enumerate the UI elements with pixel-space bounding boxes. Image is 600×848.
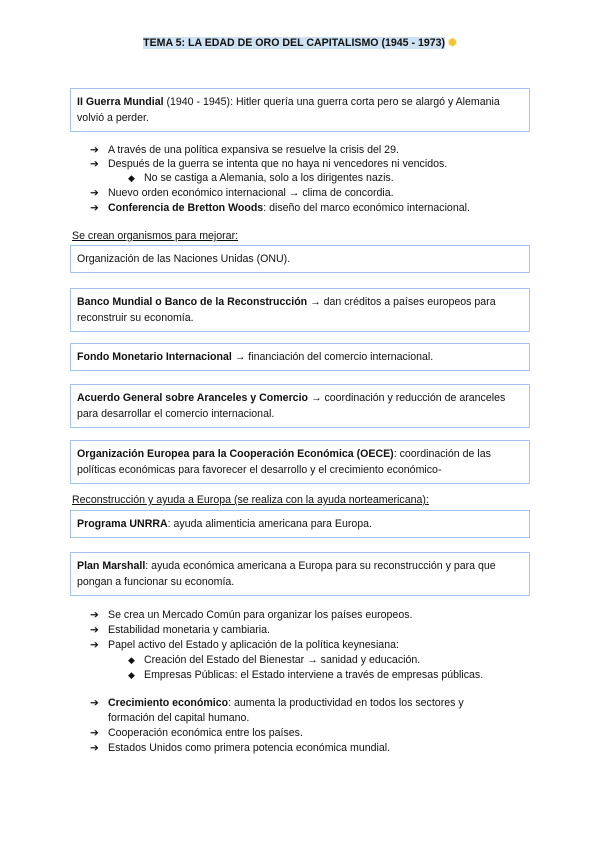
diamond-bullet-icon: ◆ — [128, 655, 135, 665]
arrow-bullet-icon: ➔ — [90, 187, 99, 199]
info-box-bold: Banco Mundial o Banco de la Reconstrucción — [77, 296, 308, 308]
info-box-text: Organización de las Naciones Unidas (ONU). — [77, 253, 291, 265]
info-box-bold: Programa UNRRA — [77, 518, 168, 530]
sub-list-item — [128, 171, 394, 186]
list-item — [90, 608, 510, 623]
intro-box — [70, 88, 530, 132]
arrow-bullet-icon: ➔ — [90, 727, 99, 739]
list-item-text: Papel activo del Estado y aplicación de la política keynesiana: — [108, 639, 399, 651]
arrow-bullet-icon: ➔ — [90, 158, 99, 170]
list-item — [90, 638, 510, 653]
info-box-bold: Acuerdo General sobre Aranceles y Comercio — [77, 392, 308, 404]
info-box — [70, 552, 530, 596]
info-box-text: → financiación del comercio internacional. — [231, 351, 434, 363]
info-box — [70, 440, 530, 484]
info-box-text: : ayuda alimenticia americana para Europa. — [167, 518, 372, 530]
arrow-bullet-icon: ➔ — [90, 742, 99, 754]
sub-list-item-text: No se castiga a Alemania, solo a los dirigentes nazis. — [144, 172, 394, 184]
info-box-bold: Organización Europea para la Cooperación Económica (OECE) — [77, 448, 394, 460]
info-box — [70, 510, 530, 538]
list-item-text: : diseño del marco económico internacional. — [263, 202, 470, 214]
list-item — [90, 186, 510, 201]
sub-list-item-text: Creación del Estado del Bienestar → sanidad y educación. — [144, 654, 421, 666]
info-box — [70, 288, 530, 332]
list-item — [90, 741, 510, 756]
diamond-bullet-icon: ◆ — [128, 670, 135, 680]
info-box-text: : coordinación de las políticas económicas para favorecer el desarrollo y el crecimiento económico- — [77, 448, 491, 476]
page-title — [0, 37, 600, 49]
info-box-bold: Plan Marshall — [77, 560, 146, 572]
arrow-bullet-icon: ➔ — [90, 144, 99, 156]
info-box — [70, 245, 530, 273]
list-item — [90, 726, 510, 741]
arrow-bullet-icon: ➔ — [90, 202, 99, 214]
arrow-bullet-icon: ➔ — [90, 609, 99, 621]
list-item — [90, 696, 508, 726]
arrow-bullet-icon: ➔ — [90, 639, 99, 651]
list-item-bold: Crecimiento económico — [108, 697, 229, 709]
intro-text: (1940 - 1945): Hitler quería una guerra corta pero se alargó y Alemania volvió a perder. — [77, 96, 500, 124]
section-heading-reconstruction: Reconstrucción y ayuda a Europa (se realiza con la ayuda norteamericana): — [72, 494, 429, 506]
list-item-text: Cooperación económica entre los países. — [108, 727, 303, 739]
sub-list-item — [128, 668, 483, 683]
sub-list-item — [128, 653, 420, 668]
list-item — [90, 201, 510, 216]
list-item-text: Se crea un Mercado Común para organizar los países europeos. — [108, 609, 413, 621]
list-item-text: : aumenta la productividad en todos los sectores y formación del capital humano. — [108, 697, 464, 724]
info-box — [70, 343, 530, 371]
arrow-bullet-icon: ➔ — [90, 624, 99, 636]
list-item-bold: Conferencia de Bretton Woods — [108, 202, 264, 214]
list-item — [90, 623, 510, 638]
arrow-bullet-icon: ➔ — [90, 697, 99, 709]
star-icon: ✺ — [448, 37, 457, 49]
info-box-text: : ayuda económica americana a Europa para su reconstrucción y para que pongan a funcionar su economía. — [77, 560, 496, 588]
list-item-text: Después de la guerra se intenta que no haya ni vencedores ni vencidos. — [108, 158, 448, 170]
list-item-text: Nuevo orden económico internacional → clima de concordia. — [108, 187, 394, 199]
sub-list-item-text: Empresas Públicas: el Estado interviene a través de empresas públicas. — [144, 669, 484, 681]
info-box-text: → coordinación y reducción de aranceles para desarrollar el comercio internacional. — [77, 392, 506, 420]
section-heading-organisms: Se crean organismos para mejorar: — [72, 230, 239, 242]
list-item — [90, 143, 510, 158]
list-item-text: A través de una política expansiva se resuelve la crisis del 29. — [108, 144, 399, 156]
list-item-text: Estados Unidos como primera potencia económica mundial. — [108, 742, 391, 754]
info-box — [70, 384, 530, 428]
list-item — [90, 157, 510, 172]
intro-bold: II Guerra Mundial — [77, 96, 164, 108]
diamond-bullet-icon: ◆ — [128, 173, 135, 183]
list-item-text: Estabilidad monetaria y cambiaria. — [108, 624, 270, 636]
title-text: TEMA 5: LA EDAD DE ORO DEL CAPITALISMO (1945 - 1973) — [143, 37, 446, 49]
info-box-text: → dan créditos a países europeos para reconstruir su economía. — [77, 296, 496, 324]
info-box-bold: Fondo Monetario Internacional — [77, 351, 232, 363]
